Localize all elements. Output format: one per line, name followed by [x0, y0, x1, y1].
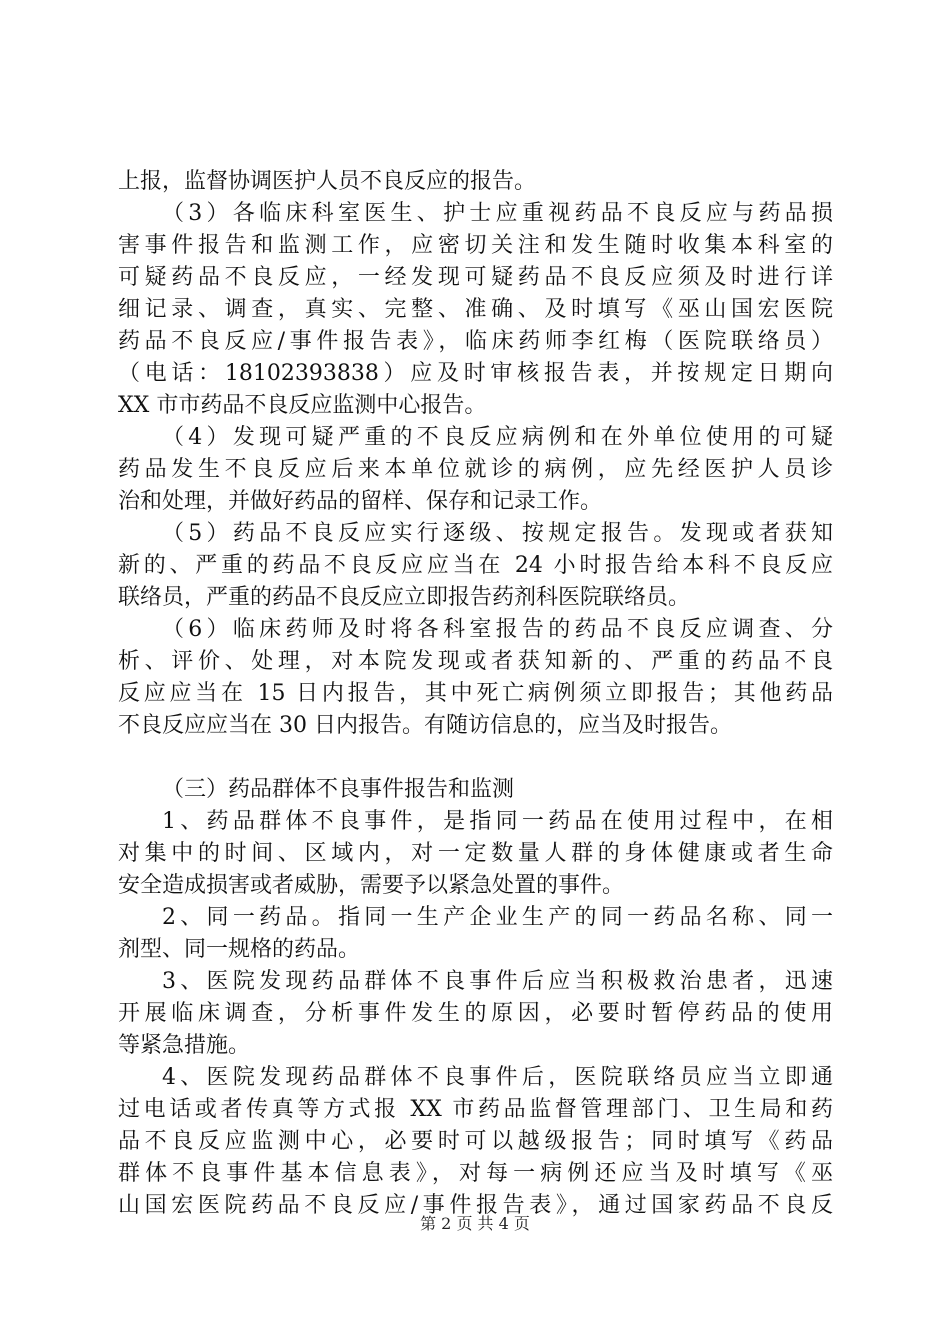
text-line: 不良反应应当在 30 日内报告。有随访信息的，应当及时报告。: [118, 713, 732, 738]
text-line: 害事件报告和监测工作，应密切关注和发生随时收集本科室的: [118, 233, 833, 258]
text-line: 开展临床调查，分析事件发生的原因，必要时暂停药品的使用: [118, 1001, 833, 1026]
text-line: （6）临床药师及时将各科室报告的药品不良反应调查、分: [162, 617, 833, 642]
page-number-footer: 第 2 页 共 4 页: [420, 1214, 530, 1233]
paragraph-item-3: [118, 198, 833, 422]
paragraph-item-6: [118, 614, 833, 742]
text-line: 药品不良反应/事件报告表》，临床药师李红梅（医院联络员）: [118, 329, 833, 354]
text-line: 品不良反应监测中心，必要时可以越级报告；同时填写《药品: [118, 1129, 833, 1154]
text-line: 治和处理，并做好药品的留样、保存和记录工作。: [118, 489, 603, 514]
text-line: 2、同一药品。指同一生产企业生产的同一药品名称、同一: [162, 905, 833, 930]
text-line: 群体不良事件基本信息表》，对每一病例还应当及时填写《巫: [118, 1161, 833, 1186]
section-paragraph-2: [118, 902, 833, 966]
text-line: 等紧急措施。: [118, 1033, 251, 1058]
section-paragraph-4: [118, 1062, 833, 1222]
text-line: 新的、严重的药品不良反应应当在 24 小时报告给本科不良反应: [118, 553, 833, 578]
text-line: 上报，监督协调医护人员不良反应的报告。: [118, 169, 537, 194]
text-line: （3）各临床科室医生、护士应重视药品不良反应与药品损: [162, 201, 833, 226]
text-line: （电话：18102393838）应及时审核报告表，并按规定日期向: [118, 361, 833, 386]
section-heading: （三）药品群体不良事件报告和监测: [162, 777, 515, 802]
section-paragraph-1: [118, 806, 833, 902]
document-body: [118, 166, 833, 1222]
text-line: 药品发生不良反应后来本单位就诊的病例，应先经医护人员诊: [118, 457, 833, 482]
text-line: 1、药品群体不良事件，是指同一药品在使用过程中，在相: [162, 809, 833, 834]
text-line: 山国宏医院药品不良反应/事件报告表》，通过国家药品不良反: [118, 1193, 833, 1218]
text-line: 细记录、调查，真实、完整、准确、及时填写《巫山国宏医院: [118, 297, 833, 322]
text-line: 联络员，严重的药品不良反应立即报告药剂科医院联络员。: [118, 585, 691, 610]
paragraph-item-5: [118, 518, 833, 614]
text-line: 可疑药品不良反应，一经发现可疑药品不良反应须及时进行详: [118, 265, 833, 290]
text-line: 析、评价、处理，对本院发现或者获知新的、严重的药品不良: [118, 649, 833, 674]
blank-line: [118, 742, 833, 774]
paragraph-item-4: [118, 422, 833, 518]
text-line: （4）发现可疑严重的不良反应病例和在外单位使用的可疑: [162, 425, 833, 450]
paragraph-continuation: [118, 166, 833, 198]
text-line: 反应应当在 15 日内报告，其中死亡病例须立即报告；其他药品: [118, 681, 833, 706]
text-line: 对集中的时间、区域内，对一定数量人群的身体健康或者生命: [118, 841, 833, 866]
text-line: 4、医院发现药品群体不良事件后，医院联络员应当立即通: [162, 1065, 833, 1090]
text-line: 安全造成损害或者威胁，需要予以紧急处置的事件。: [118, 873, 625, 898]
text-line: XX 市市药品不良反应监测中心报告。: [118, 393, 487, 418]
text-line: 剂型、同一规格的药品。: [118, 937, 361, 962]
text-line: （5）药品不良反应实行逐级、按规定报告。发现或者获知: [162, 521, 833, 546]
section-paragraph-3: [118, 966, 833, 1062]
text-line: 3、医院发现药品群体不良事件后应当积极救治患者，迅速: [162, 969, 833, 994]
text-line: 过电话或者传真等方式报 XX 市药品监督管理部门、卫生局和药: [118, 1097, 833, 1122]
